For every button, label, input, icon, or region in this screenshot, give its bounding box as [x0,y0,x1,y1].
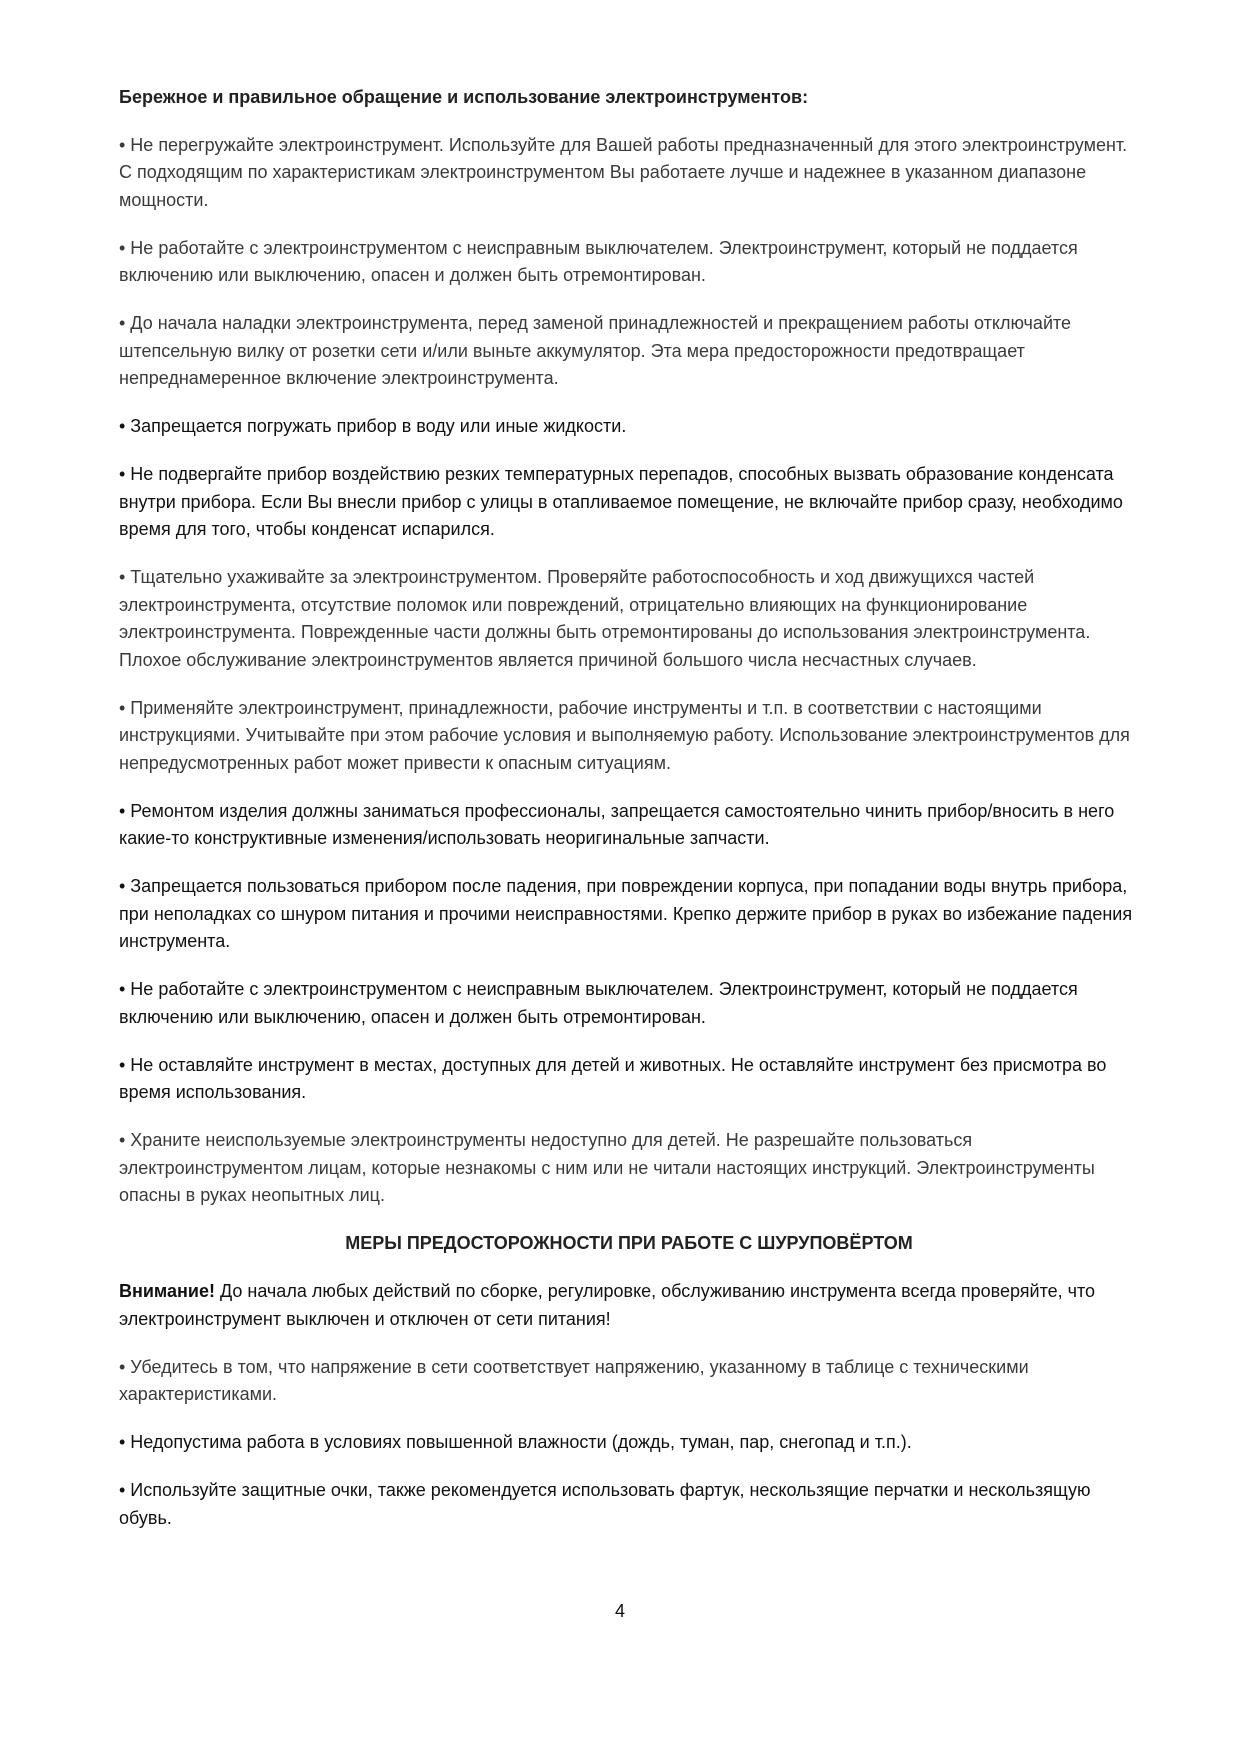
paragraph: • Ремонтом изделия должны заниматься профессионалы, запрещается самостоятельно чинить прибор/вносить в него какие-то конструктивные изменения/использовать неоригинальные запчасти. [119,800,1115,848]
paragraph: • Не работайте с электроинструментом с неисправным выключателем. Электроинструмент, который не поддается включению или выключению, опасен и должен быть отремонтирован. [119,237,1078,285]
section-title: МЕРЫ ПРЕДОСТОРОЖНОСТИ ПРИ РАБОТЕ С ШУРУПОВЁРТОМ [345,1233,913,1253]
paragraph: • Не работайте с электроинструментом с неисправным выключателем. Электроинструмент, который не поддается включению или выключению, опасен и должен быть отремонтирован. [119,979,1078,1027]
warning-label: Внимание! [119,1281,215,1301]
page-number: 4 [614,1601,625,1621]
paragraph: • Используйте защитные очки, также рекомендуется использовать фартук, нескользящие перчатки и нескользящую обувь. [119,1480,1091,1528]
paragraph: • Запрещается пользоваться прибором после падения, при повреждении корпуса, при попадании воды внутрь прибора, при неполадках со шнуром питания и прочими неисправностями. Крепко держите прибор в руках во избежание падения инструмента. [119,876,1133,951]
paragraph: • Не оставляйте инструмент в местах, доступных для детей и животных. Не оставляйте инструмент без присмотра во время использования. [119,1054,1107,1102]
warning-text: До начала любых действий по сборке, регулировке, обслуживанию инструмента всегда проверяйте, что электроинструмент выключен и отключен от сети питания! [119,1281,1096,1329]
paragraph: • Убедитесь в том, что напряжение в сети соответствует напряжению, указанному в таблице с техническими характеристиками. [119,1356,1029,1404]
paragraph: • До начала наладки электроинструмента, перед заменой принадлежностей и прекращением работы отключайте штепсельную вилку от розетки сети и/или выньте аккумулятор. Эта мера предосторожности предотвращает непреднамеренное включение электроинструмента. [119,313,1072,388]
warning-paragraph [119,1278,1139,1333]
paragraph: • Недопустима работа в условиях повышенной влажности (дождь, туман, пар, снегопад и т.п.). [119,1432,912,1452]
paragraph: • Не подвергайте прибор воздействию резких температурных перепадов, способных вызвать образование конденсата внутри прибора. Если Вы внесли прибор с улицы в отапливаемое помещение, не включайте прибор сразу, необходимо время для того, чтобы конденсат испарился. [119,464,1123,539]
paragraph: • Не перегружайте электроинструмент. Используйте для Вашей работы предназначенный для этого электроинструмент. С подходящим по характеристикам электроинструментом Вы работаете лучше и надежнее в указанном диапазоне мощности. [119,134,1128,210]
paragraph: • Запрещается погружать прибор в воду или иные жидкости. [119,416,627,436]
paragraph: • Храните неиспользуемые электроинструменты недоступно для детей. Не разрешайте пользоваться электроинструментом лицам, которые незнакомы с ним или не читали настоящих инструкций. Электроинструменты опасны в руках неопытных лиц. [119,1130,1095,1205]
paragraph: • Применяйте электроинструмент, принадлежности, рабочие инструменты и т.п. в соответствии с настоящими инструкциями. Учитывайте при этом рабочие условия и выполняемую работу. Использование электроинструментов для непредусмотренных работ может привести к опасным ситуациям. [119,697,1130,773]
section-heading: Бережное и правильное обращение и использование электроинструментов: [119,87,809,107]
page-content [119,84,1139,1553]
paragraph: • Тщательно ухаживайте за электроинструментом. Проверяйте работоспособность и ход движущихся частей электроинструмента, отсутствие поломок или повреждений, отрицательно влияющих на функционирование электроинструмента. Поврежденные части должны быть отремонтированы до использования электроинструмента. Плохое обслуживание электроинструментов является причиной большого числа несчастных случаев. [119,567,1091,670]
